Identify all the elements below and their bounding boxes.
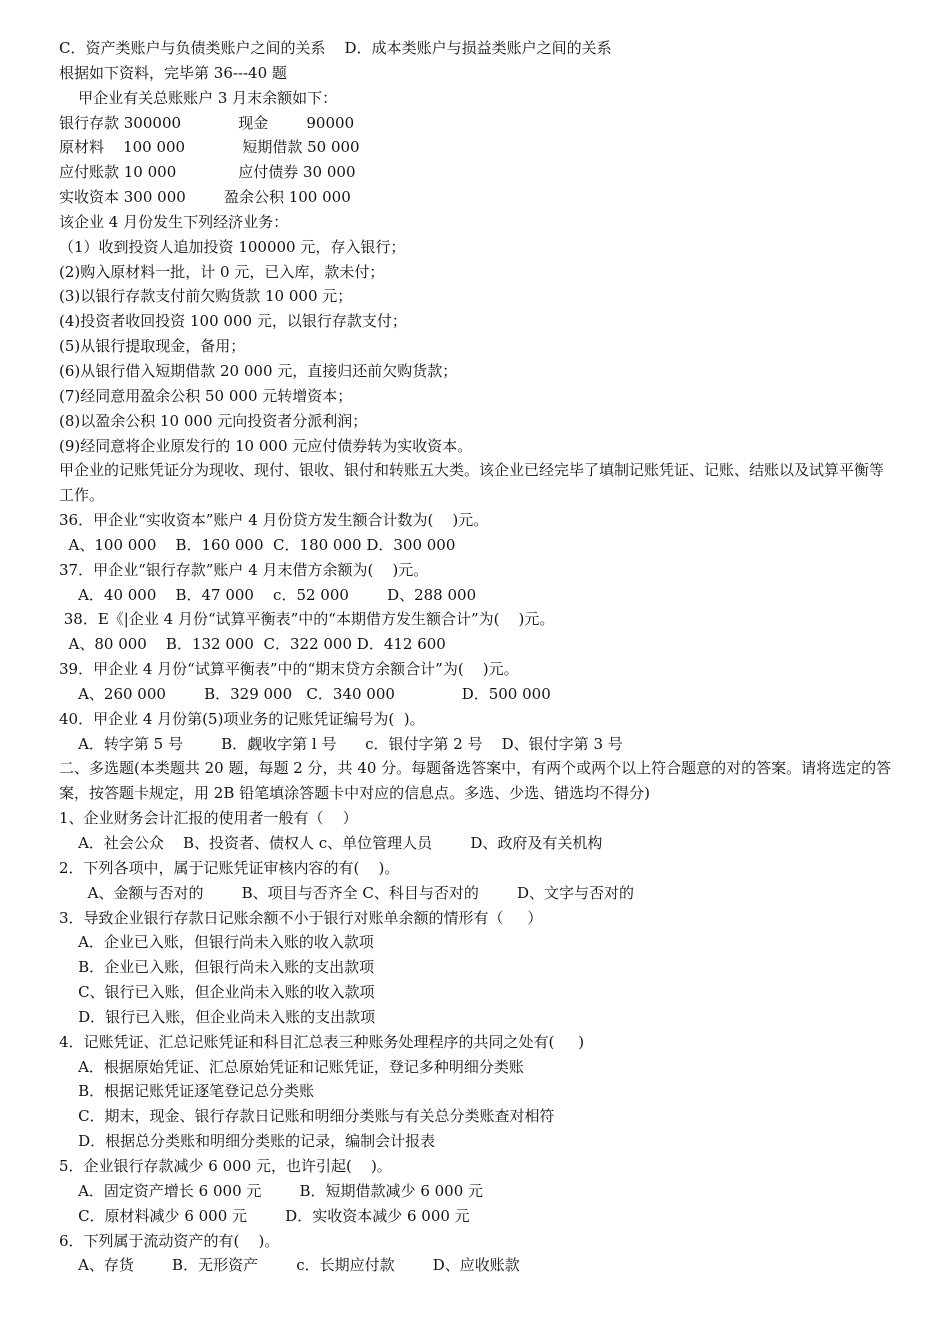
text-line: (6)从银行借入短期借款 20 000 元，直接归还前欠购货款； bbox=[59, 361, 458, 380]
question-37: 37．甲企业“银行存款”账户 4 月末借方余额为( )元。 bbox=[59, 560, 429, 579]
text-line: (9)经同意将企业原发行的 10 000 元应付债券转为实收资本。 bbox=[59, 436, 473, 455]
answer-option: C、银行已入账，但企业尚未入账的收入款项 bbox=[59, 983, 375, 1002]
text-line: 实收资本 300 000 盈余公积 100 000 bbox=[59, 188, 351, 207]
question-1: 1、企业财务会计汇报的使用者一般有（ ） bbox=[59, 809, 358, 828]
answer-option: D．银行已入账，但企业尚未入账的支出款项 bbox=[59, 1007, 376, 1026]
answer-options: A．固定资产增长 6 000 元 B．短期借款减少 6 000 元 bbox=[59, 1181, 484, 1200]
answer-options: A、80 000 B．132 000 C．322 000 D．412 600 bbox=[59, 635, 446, 654]
answer-options: A．40 000 B．47 000 c．52 000 D、288 000 bbox=[59, 585, 477, 604]
answer-options: A．社会公众 B、投资者、债权人 c、单位管理人员 D、政府及有关机构 bbox=[59, 834, 603, 852]
answer-option: B．根据记账凭证逐笔登记总分类账 bbox=[59, 1082, 315, 1101]
answer-option: D．根据总分类账和明细分类账的记录，编制会计报表 bbox=[59, 1132, 436, 1151]
question-38: 38．E《|企业 4 月份“试算平衡表”中的“本期借方发生额合计”为( )元。 bbox=[59, 610, 555, 629]
text-line: (3)以银行存款支付前欠购货款 10 000 元； bbox=[59, 287, 353, 306]
question-3: 3．导致企业银行存款日记账余额不小于银行对账单余额的情形有（ ） bbox=[59, 908, 543, 927]
text-line: 该企业 4 月份发生下列经济业务： bbox=[59, 212, 289, 231]
text-line: (5)从银行提取现金，备用； bbox=[59, 337, 246, 356]
question-40: 40．甲企业 4 月份第(5)项业务的记账凭证编号为( )。 bbox=[59, 709, 425, 728]
text-line: (4)投资者收回投资 100 000 元，以银行存款支付； bbox=[59, 312, 407, 331]
question-6: 6．下列属于流动资产的有( )。 bbox=[59, 1231, 280, 1250]
text-line: (8)以盈余公积 10 000 元向投资者分派利润； bbox=[59, 411, 368, 430]
text-line: 原材料 100 000 短期借款 50 000 bbox=[59, 138, 360, 157]
text-line: 应付账款 10 000 应付债券 30 000 bbox=[59, 163, 356, 182]
question-36: 36．甲企业“实收资本”账户 4 月份贷方发生额合计数为( )元。 bbox=[59, 511, 489, 530]
text-line: （1）收到投资人追加投资 100000 元，存入银行； bbox=[59, 237, 406, 256]
answer-options: A、存货 B．无形资产 c．长期应付款 D、应收账款 bbox=[59, 1256, 520, 1275]
text-line: 甲企业有关总账账户 3 月末余额如下： bbox=[59, 88, 338, 107]
text-paragraph: 甲企业的记账凭证分为现收、现付、银收、银付和转账五大类。该企业已经完毕了填制记账凭证、记账、结账以及试算平衡等工作。 bbox=[59, 461, 885, 505]
text-line: (2)购入原材料一批，计 0 元，已入库，款未付； bbox=[59, 262, 385, 281]
text-line: C．资产类账户与负债类账户之间的关系 D．成本类账户与损益类账户之间的关系 bbox=[59, 39, 612, 57]
question-2: 2．下列各项中，属于记账凭证审核内容的有( )。 bbox=[59, 858, 400, 877]
text-line: 银行存款 300000 现金 90000 bbox=[59, 113, 355, 132]
question-39: 39．甲企业 4 月份“试算平衡表”中的“期末贷方余额合计”为( )元。 bbox=[59, 660, 519, 679]
document-page bbox=[59, 36, 897, 1278]
answer-option: B．企业已入账，但银行尚未入账的支出款项 bbox=[59, 958, 375, 977]
text-line: 根据如下资料，完毕第 36---40 题 bbox=[59, 63, 287, 82]
answer-options: A．转字第 5 号 B．觑收字第 l 号 c．银付字第 2 号 D、银付字第 3 号 bbox=[59, 734, 623, 753]
answer-options: C．原材料减少 6 000 元 D．实收资本减少 6 000 元 bbox=[59, 1206, 470, 1225]
answer-option: C．期末，现金、银行存款日记账和明细分类账与有关总分类账查对相符 bbox=[59, 1107, 555, 1126]
answer-options: A、100 000 B．160 000 C．180 000 D．300 000 bbox=[59, 535, 456, 554]
question-5: 5．企业银行存款减少 6 000 元，也许引起( )。 bbox=[59, 1156, 392, 1175]
section-heading: 二、多选题(本类题共 20 题，每题 2 分，共 40 分。每题备选答案中，有两个或两个以上符合题意的对的答案。请将选定的答案，按答题卡规定，用 2B 铅笔填涂答题卡中对应的信息点。多选、少选、错选均不得分) bbox=[59, 759, 892, 803]
answer-options: A、金额与否对的 B、项目与否齐全 C、科目与否对的 D、文字与否对的 bbox=[59, 883, 635, 902]
question-4: 4．记账凭证、汇总记账凭证和科目汇总表三种账务处理程序的共同之处有( ) bbox=[59, 1032, 585, 1051]
answer-option: A．根据原始凭证、汇总原始凭证和记账凭证，登记多种明细分类账 bbox=[59, 1057, 524, 1076]
answer-options: A、260 000 B．329 000 C．340 000 D．500 000 bbox=[59, 684, 551, 703]
answer-option: A．企业已入账，但银行尚未入账的收入款项 bbox=[59, 933, 374, 952]
text-line: (7)经同意用盈余公积 50 000 元转增资本； bbox=[59, 386, 353, 405]
